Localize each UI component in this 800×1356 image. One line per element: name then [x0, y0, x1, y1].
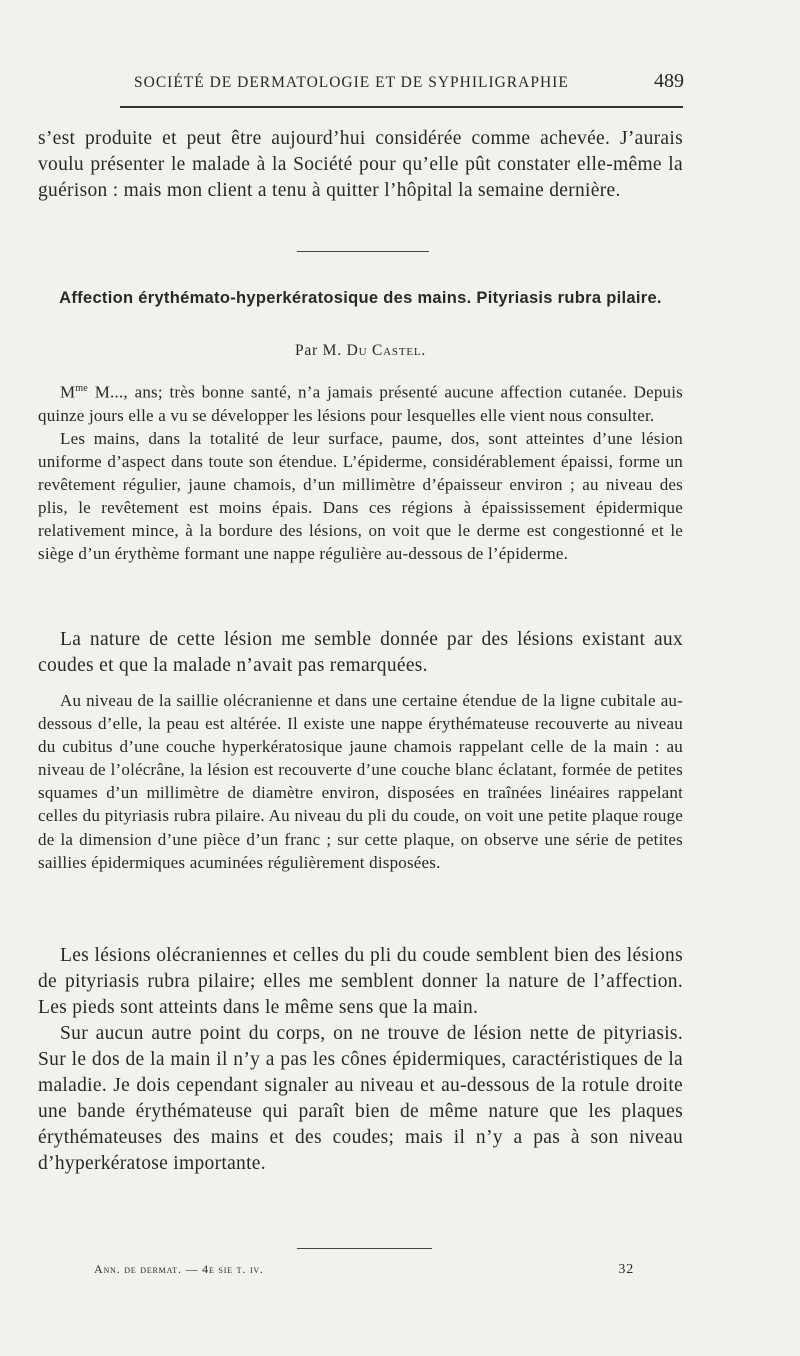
- observation-paragraph-1-text: M..., ans; très bonne santé, n’a jamais présenté aucune affection cutanée. Depuis quinze jours elle a vu se développer les lésions pour lesquelles elle vient nous consulter.: [38, 382, 683, 425]
- journal-citation: Ann. de dermat. — 4e sie t. iv.: [94, 1262, 264, 1276]
- footer-rule: [297, 1248, 432, 1249]
- page-number: 489: [654, 70, 684, 92]
- article-title: Affection érythémato-hyperkératosique des mains. Pityriasis rubra pilaire.: [59, 289, 662, 307]
- commentary-paragraph-3: Sur aucun autre point du corps, on ne trouve de lésion nette de pityriasis. Sur le dos de la main il n’y a pas les cônes épidermiques, caractéristiques de la maladie. Je dois cependant signaler au niveau et au-dessous de la rotule droite une bande érythémateuse qui paraît bien de même nature que les plaques érythémateuses des mains et des coudes; mais il n’y a pas à son niveau d’hyperkératose importante.: [38, 1023, 683, 1174]
- header-rule: [120, 106, 683, 108]
- commentary-paragraph-1: La nature de cette lésion me semble donnée par des lésions existant aux coudes et que la malade n’avait pas remarquées.: [38, 629, 683, 676]
- article-author: [38, 342, 683, 360]
- page-footer: [94, 1262, 634, 1278]
- author-name: Du Castel.: [346, 342, 427, 359]
- commentary-block-2: [38, 943, 683, 1177]
- author-prefix: Par M.: [294, 342, 347, 359]
- mme-abbrev: M: [60, 382, 76, 402]
- intro-paragraph: s’est produite et peut être aujourd’hui considérée comme achevée. J’aurais voulu présenter le malade à la Société pour qu’elle pût constater elle-même la guérison : mais mon client a tenu à quitter l’hôpital la semaine dernière.: [38, 128, 683, 201]
- commentary-paragraph-2: Les lésions olécraniennes et celles du pli du coude semblent bien des lésions de pityriasis rubra pilaire; elles me semblent donner la nature de l’affection. Les pieds sont atteints dans le même sens que la main.: [38, 945, 683, 1018]
- observation-block: [38, 377, 683, 565]
- commentary-block-1: [38, 627, 683, 679]
- running-head-title: SOCIÉTÉ DE DERMATOLOGIE ET DE SYPHILIGRAPHIE: [134, 74, 569, 91]
- intro-paragraph-block: [38, 126, 683, 204]
- mme-superscript: me: [75, 383, 88, 394]
- elbow-observation-block: [38, 689, 683, 874]
- section-divider: [297, 251, 429, 252]
- signature-number: 32: [618, 1262, 634, 1277]
- observation-paragraph-1: [38, 377, 683, 427]
- running-head: [62, 70, 684, 93]
- elbow-paragraph: Au niveau de la saillie olécranienne et dans une certaine étendue de la ligne cubitale au-dessous d’elle, la peau est altérée. Il existe une nappe érythémateuse recouverte au niveau du cubitus d’une couche hyperkératosique jaune chamois rappelant celle de la main : au niveau de l’olécrâne, la lésion est recouverte d’une couche blanc éclatant, formée de petites squames d’un millimètre de diamètre environ, disposées en traînées linéaires rappelant celles du pityriasis rubra pilaire. Au niveau du pli du coude, on voit une petite plaque rouge de la dimension d’une pièce d’un franc ; sur cette plaque, on observe une série de petites saillies épidermiques acuminées régulièrement disposées.: [38, 691, 683, 872]
- observation-paragraph-2: Les mains, dans la totalité de leur surface, paume, dos, sont atteintes d’une lésion uniforme d’aspect dans toute son étendue. L’épiderme, considérablement épaissi, forme un revêtement régulier, jaune chamois, d’un millimètre d’épaisseur environ ; au niveau des plis, le revêtement est moins épais. Dans ces régions à épaississement épidermique relativement mince, à la bordure des lésions, on voit que le derme est congestionné et le siège d’un érythème formant une nappe régulière au-dessous de l’épiderme.: [38, 428, 683, 564]
